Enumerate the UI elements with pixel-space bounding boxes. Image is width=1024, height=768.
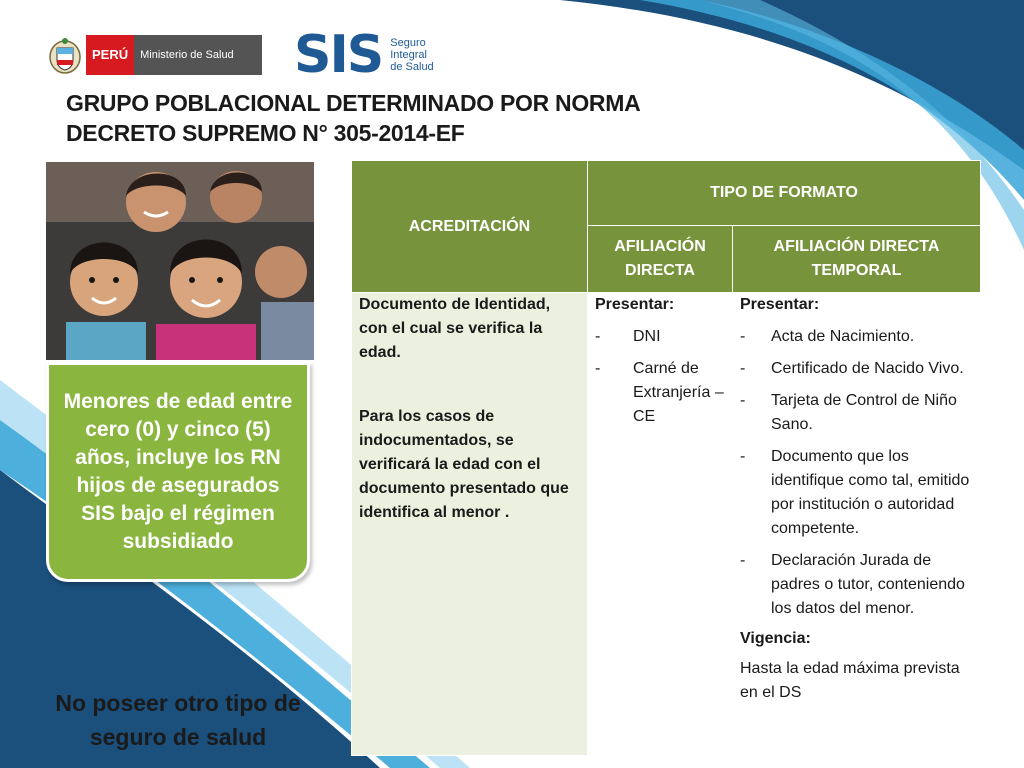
list-bullet: - [740, 360, 746, 377]
sis-mark: SIS [294, 25, 383, 85]
bottom-note: No poseer otro tipo de seguro de salud [55, 690, 301, 750]
directa-item-ce: Carné de Extranjería – CE [633, 360, 724, 425]
header-afiliacion-temporal: AFILIACIÓN DIRECTA TEMPORAL [733, 226, 981, 293]
page-title [66, 88, 640, 148]
list-item [740, 445, 973, 541]
temporal-item-4: Documento que los identifique como tal, emitido por institución o autoridad competente. [771, 448, 970, 537]
header-tipo-formato: TIPO DE FORMATO [588, 161, 981, 226]
temporal-heading: Presentar: [740, 296, 820, 313]
list-bullet: - [595, 328, 601, 345]
peru-shield-icon [48, 34, 82, 76]
population-group-box: Menores de edad entre cero (0) y cinco (5) años, incluye los RN hijos de asegurados SIS bajo el régimen subsidiado [46, 362, 310, 582]
temporal-list [740, 325, 973, 621]
sis-logo [294, 25, 450, 85]
ministry-label: Ministerio de Salud [134, 35, 262, 75]
vigencia-text: Hasta la edad máxima prevista en el DS [740, 660, 960, 701]
list-bullet: - [595, 360, 601, 377]
list-item [740, 389, 973, 437]
sis-line-1: Seguro [390, 37, 426, 49]
temporal-item-3: Tarjeta de Control de Niño Sano. [771, 392, 957, 433]
sis-line-3: de Salud [390, 61, 434, 73]
directa-heading: Presentar: [595, 296, 675, 313]
directa-item-dni: DNI [633, 328, 661, 345]
temporal-item-1: Acta de Nacimiento. [771, 328, 915, 345]
list-bullet: - [740, 392, 746, 409]
afiliacion-temporal-cell [733, 293, 981, 756]
directa-list [595, 325, 725, 429]
list-item [595, 357, 725, 429]
requirements-table [351, 160, 981, 756]
acreditacion-cell [352, 293, 588, 756]
ministry-logo [48, 34, 262, 76]
list-bullet: - [740, 448, 746, 465]
title-line-2: DECRETO SUPREMO N° 305-2014-EF [66, 120, 465, 146]
list-item [740, 549, 973, 621]
children-photo [46, 162, 314, 360]
acreditacion-text-2: Para los casos de indocumentados, se verificará la edad con el documento presentado que identifica al menor . [359, 408, 569, 521]
list-item [740, 357, 973, 381]
list-item [595, 325, 725, 349]
sis-subtitle [390, 37, 450, 73]
header-afiliacion-directa: AFILIACIÓN DIRECTA [588, 226, 733, 293]
header-acreditacion: ACREDITACIÓN [352, 161, 588, 293]
sis-line-2: Integral [390, 49, 427, 61]
temporal-item-5: Declaración Jurada de padres o tutor, conteniendo los datos del menor. [771, 552, 965, 617]
acreditacion-text-1: Documento de Identidad, con el cual se verifica la edad. [359, 296, 551, 361]
list-bullet: - [740, 552, 746, 569]
afiliacion-directa-cell [588, 293, 733, 756]
title-line-1: GRUPO POBLACIONAL DETERMINADO POR NORMA [66, 90, 641, 116]
vigencia-heading: Vigencia: [740, 630, 811, 647]
list-bullet: - [740, 328, 746, 345]
list-item [740, 325, 973, 349]
temporal-item-2: Certificado de Nacido Vivo. [771, 360, 964, 377]
peru-label: PERÚ [86, 35, 134, 75]
